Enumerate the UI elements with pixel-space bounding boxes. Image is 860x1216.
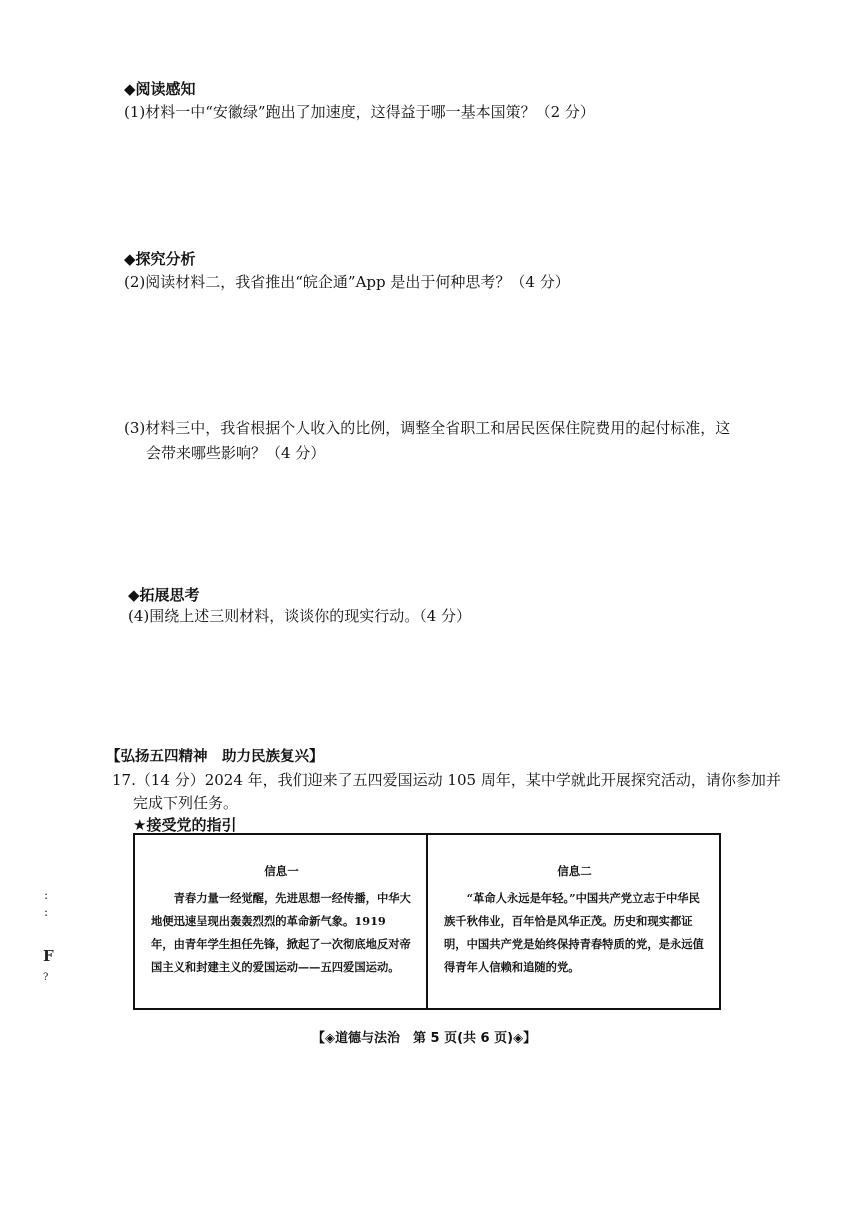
- question-3-line2: 会带来哪些影响？（4 分）: [146, 444, 326, 462]
- question-3-line1: (3)材料三中，我省根据个人收入的比例，调整全省职工和居民医保住院费用的起付标准，这: [124, 419, 731, 437]
- info-1-body: 青春力量一经觉醒，先进思想一经传播，中华大地便迅速呈现出轰轰烈烈的革命新气象。1919 年，由青年学生担任先锋，掀起了一次彻底地反对帝国主义和封建主义的爱国运动——五四爱国运动。: [151, 891, 411, 974]
- margin-mark: ?: [43, 972, 49, 983]
- inquiry-heading: ◆探究分析: [124, 250, 196, 268]
- task-heading: ★接受党的指引: [133, 816, 237, 834]
- page-footer: 【◈道德与法治 第 5 页(共 6 页)◈】: [312, 1031, 537, 1046]
- margin-mark: F: [43, 947, 54, 965]
- section-title: 【弘扬五四精神 助力民族复兴】: [106, 749, 324, 765]
- reading-heading: ◆阅读感知: [124, 80, 196, 98]
- info-column-2: [426, 835, 719, 1008]
- info-table: [133, 833, 721, 1010]
- question-17-line2: 完成下列任务。: [133, 794, 239, 812]
- info-1-title: 信息一: [264, 864, 299, 878]
- margin-mark: :: [44, 905, 49, 919]
- question-17-line1: 17.（14 分）2024 年，我们迎来了五四爱国运动 105 周年，某中学就此开展探究活动，请你参加并: [112, 771, 781, 789]
- question-1: (1)材料一中“安徽绿”跑出了加速度，这得益于哪一基本国策？（2 分）: [124, 103, 595, 121]
- question-4: (4)围绕上述三则材料，谈谈你的现实行动。（4 分）: [128, 607, 472, 625]
- extend-heading: ◆拓展思考: [128, 586, 200, 604]
- info-column-1: [135, 835, 426, 1008]
- question-2: (2)阅读材料二，我省推出“皖企通”App 是出于何种思考？（4 分）: [124, 273, 570, 291]
- margin-mark: :: [44, 888, 49, 902]
- info-2-body: “革命人永远是年轻。”中国共产党立志于中华民族千秋伟业，百年恰是风华正茂。历史和现实都证明，中国共产党是始终保持青春特质的党，是永远值得青年人信赖和追随的党。: [444, 891, 704, 974]
- info-2-title: 信息二: [557, 864, 592, 878]
